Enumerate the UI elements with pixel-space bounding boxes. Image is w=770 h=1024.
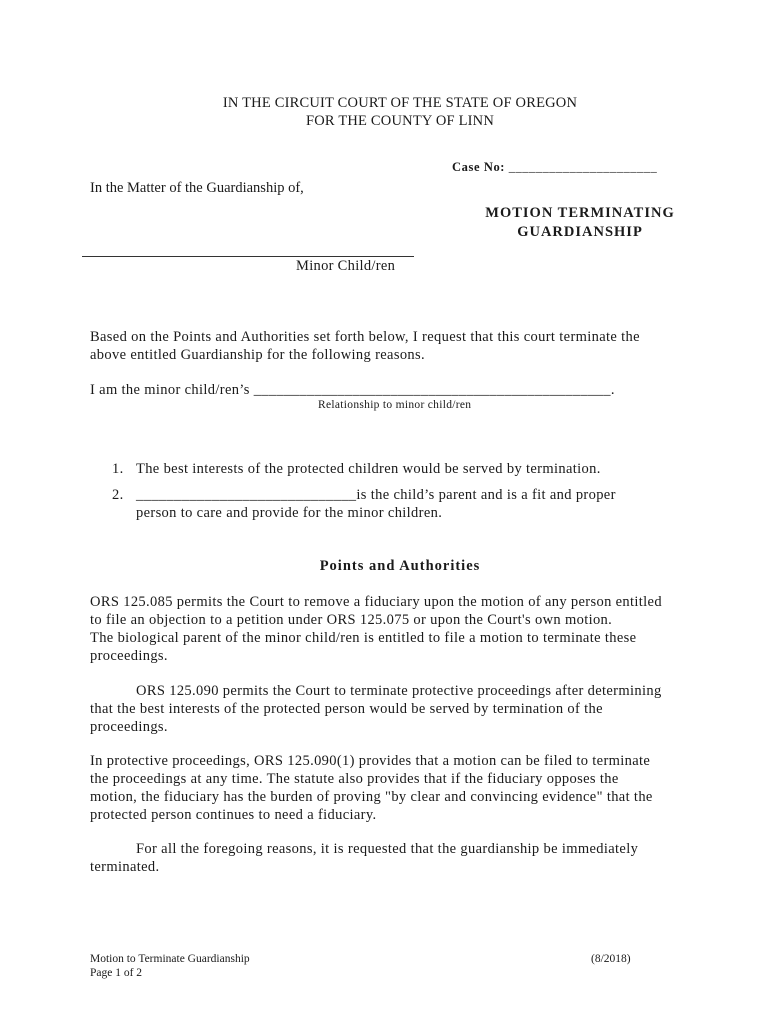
reason-2-text (136, 487, 616, 504)
footer-revision-date: (8/2018) (591, 953, 631, 965)
reason-1-text: The best interests of the protected children would be served by termination. (136, 461, 601, 477)
reason-2-statement: is the child’s parent and is a fit and proper (356, 487, 616, 503)
points-para-1-line-4: proceedings. (90, 648, 168, 664)
points-para-2-line-1: ORS 125.090 permits the Court to terminate protective proceedings after determining (136, 683, 662, 699)
relationship-blank: _______________________________________________. (253, 382, 615, 398)
court-name-line: IN THE CIRCUIT COURT OF THE STATE OF OREGON (222, 95, 578, 111)
points-para-3-line-3: motion, the fiduciary has the burden of proving "by clear and convincing evidence" that the (90, 789, 653, 805)
points-para-4-line-1: For all the foregoing reasons, it is requested that the guardianship be immediately (136, 841, 639, 857)
case-number (452, 160, 657, 175)
relationship-line (90, 381, 730, 399)
points-para-2-line-3: proceedings. (90, 719, 168, 735)
request-line-2: above entitled Guardianship for the following reasons. (90, 347, 425, 363)
title-line-2: GUARDIANSHIP (517, 224, 643, 240)
reason-1-number: 1. (112, 461, 124, 477)
points-para-3-line-4: protected person continues to need a fiduciary. (90, 807, 377, 823)
minor-child-label: Minor Child/ren (296, 258, 396, 274)
case-number-label: Case No: (452, 160, 506, 174)
relationship-prefix: I am the minor child/ren’s (90, 382, 250, 398)
request-line-1: Based on the Points and Authorities set forth below, I request that this court terminate the (90, 329, 640, 345)
points-heading: Points and Authorities (319, 558, 481, 574)
relationship-hint: Relationship to minor child/ren (318, 399, 472, 411)
points-para-1-line-3: The biological parent of the minor child/ren is entitled to file a motion to terminate these (90, 630, 637, 646)
matter-caption: In the Matter of the Guardianship of, (90, 180, 304, 196)
footer-form-title: Motion to Terminate Guardianship (90, 953, 250, 965)
footer-page-number: Page 1 of 2 (90, 967, 143, 979)
minor-name-signature-line (82, 256, 414, 257)
points-para-3-line-2: the proceedings at any time. The statute also provides that if the fiduciary opposes the (90, 771, 619, 787)
points-para-1-line-2: to file an objection to a petition under ORS 125.075 or upon the Court's own motion. (90, 612, 613, 628)
points-para-3-line-1: In protective proceedings, ORS 125.090(1) provides that a motion can be filed to terminate (90, 753, 651, 769)
points-para-4-line-2: terminated. (90, 859, 160, 875)
reason-2-continuation: person to care and provide for the minor children. (136, 505, 443, 521)
title-line-1: MOTION TERMINATING (485, 205, 675, 221)
reason-2-blank: _____________________________ (136, 487, 357, 503)
case-number-blank: ______________________ (508, 160, 658, 174)
county-line: FOR THE COUNTY OF LINN (305, 113, 495, 129)
points-para-1-line-1: ORS 125.085 permits the Court to remove a fiduciary upon the motion of any person entitled (90, 594, 662, 610)
points-para-2-line-2: that the best interests of the protected person would be served by termination of the (90, 701, 603, 717)
reason-2-number: 2. (112, 487, 124, 503)
document-title (470, 204, 690, 242)
